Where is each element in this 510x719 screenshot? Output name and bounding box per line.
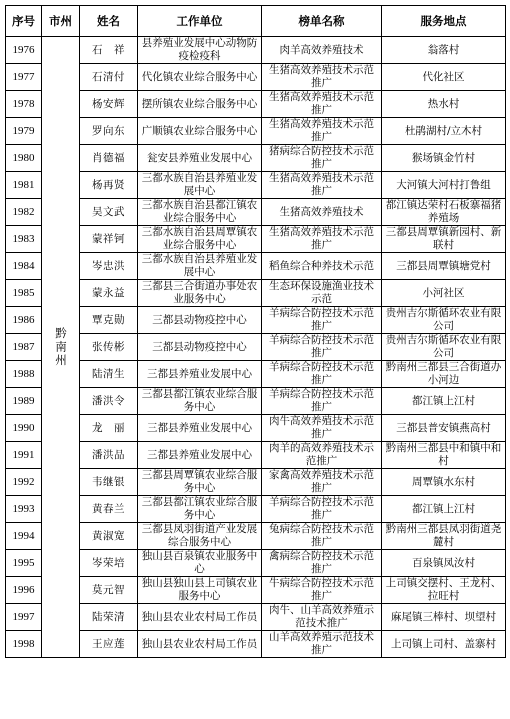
table-row: [6, 64, 506, 91]
cell-place: 贵州吉尔斯循环农业有限公司: [382, 307, 506, 334]
table-row: [6, 550, 506, 577]
table-row: [6, 442, 506, 469]
cell-place: 黔南州三都县凤羽街道尧麓村: [382, 523, 506, 550]
cell-place: 贵州吉尔斯循环农业有限公司: [382, 334, 506, 361]
cell-award: 禽病综合防控技术示范推广: [262, 550, 382, 577]
cell-name: 岑荣培: [80, 550, 138, 577]
cell-index: 1989: [6, 388, 42, 415]
cell-place: 都江镇达荣村石板寨福猪养殖场: [382, 199, 506, 226]
table-row: [6, 118, 506, 145]
cell-name: 张传彬: [80, 334, 138, 361]
table-row: [6, 388, 506, 415]
cell-name: 黄春兰: [80, 496, 138, 523]
cell-name: 杨安辉: [80, 91, 138, 118]
cell-place: 三都县普安镇燕高村: [382, 415, 506, 442]
cell-name: 陆清生: [80, 361, 138, 388]
cell-award: 羊病综合防控技术示范推广: [262, 307, 382, 334]
cell-place: 大河镇大河村打鲁组: [382, 172, 506, 199]
header-row: [6, 6, 506, 37]
cell-name: 莫元智: [80, 577, 138, 604]
cell-unit: 独山县农业农村局工作员: [138, 604, 262, 631]
cell-index: 1997: [6, 604, 42, 631]
table-row: [6, 37, 506, 64]
cell-index: 1976: [6, 37, 42, 64]
cell-index: 1985: [6, 280, 42, 307]
cell-name: 蒙永益: [80, 280, 138, 307]
cell-index: 1992: [6, 469, 42, 496]
header-city: 市州: [42, 6, 80, 37]
cell-unit: 代化镇农业综合服务中心: [138, 64, 262, 91]
cell-place: 百泉镇凤汝村: [382, 550, 506, 577]
table-row: [6, 199, 506, 226]
cell-award: 肉牛高效养殖技术示范推广: [262, 415, 382, 442]
cell-unit: 三都水族自治县养殖业发展中心: [138, 172, 262, 199]
cell-index: 1978: [6, 91, 42, 118]
cell-unit: 瓮安县养殖业发展中心: [138, 145, 262, 172]
header-award: 榜单名称: [262, 6, 382, 37]
cell-name: 黄淑宽: [80, 523, 138, 550]
header-unit: 工作单位: [138, 6, 262, 37]
cell-award: 生猪高效养殖技术: [262, 199, 382, 226]
cell-index: 1983: [6, 226, 42, 253]
cell-award: 生猪高效养殖技术示范推广: [262, 118, 382, 145]
cell-place: 麻尾镇三棒村、坝望村: [382, 604, 506, 631]
cell-unit: 县养殖业发展中心动物防疫检疫科: [138, 37, 262, 64]
table-row: [6, 253, 506, 280]
table-row: [6, 631, 506, 658]
cell-unit: 三都县养殖业发展中心: [138, 442, 262, 469]
cell-place: 三都县周覃镇新园村、新联村: [382, 226, 506, 253]
table-row: [6, 280, 506, 307]
talent-list-table: [5, 5, 506, 658]
cell-name: 吴文武: [80, 199, 138, 226]
table-row: [6, 145, 506, 172]
cell-unit: 三都县养殖业发展中心: [138, 361, 262, 388]
cell-unit: 独山县百泉镇农业服务中心: [138, 550, 262, 577]
cell-unit: 三都县凤羽街道产业发展综合服务中心: [138, 523, 262, 550]
cell-award: 猪病综合防控技术示范推广: [262, 145, 382, 172]
cell-unit: 广顺镇农业综合服务中心: [138, 118, 262, 145]
table-row: [6, 523, 506, 550]
cell-unit: 三都水族自治县都江镇农业综合服务中心: [138, 199, 262, 226]
cell-index: 1981: [6, 172, 42, 199]
cell-award: 牛病综合防控技术示范推广: [262, 577, 382, 604]
table-row: [6, 469, 506, 496]
cell-city: 黔南州: [42, 37, 80, 658]
cell-award: 生猪高效养殖技术示范推广: [262, 91, 382, 118]
cell-award: 生态环保设施渔业技术示范: [262, 280, 382, 307]
cell-place: 杜鹃湖村/立木村: [382, 118, 506, 145]
cell-name: 陆荣清: [80, 604, 138, 631]
table-row: [6, 91, 506, 118]
cell-index: 1980: [6, 145, 42, 172]
cell-name: 岑忠洪: [80, 253, 138, 280]
cell-index: 1986: [6, 307, 42, 334]
cell-index: 1995: [6, 550, 42, 577]
cell-award: 生猪高效养殖技术示范推广: [262, 172, 382, 199]
table-row: [6, 226, 506, 253]
cell-place: 上司镇上司村、盖寨村: [382, 631, 506, 658]
cell-name: 王应莲: [80, 631, 138, 658]
cell-index: 1996: [6, 577, 42, 604]
cell-place: 上司镇交摆村、王龙村、拉旺村: [382, 577, 506, 604]
cell-index: 1998: [6, 631, 42, 658]
cell-unit: 三都县都江镇农业综合服务中心: [138, 496, 262, 523]
cell-name: 杨再贤: [80, 172, 138, 199]
cell-place: 黔南州三都县三合街道办小河边: [382, 361, 506, 388]
cell-index: 1987: [6, 334, 42, 361]
cell-unit: 独山县独山县上司镇农业服务中心: [138, 577, 262, 604]
cell-name: 龙 丽: [80, 415, 138, 442]
cell-unit: 三都县动物疫控中心: [138, 334, 262, 361]
cell-index: 1991: [6, 442, 42, 469]
cell-name: 潘洪品: [80, 442, 138, 469]
cell-place: 都江镇上江村: [382, 496, 506, 523]
cell-award: 肉羊的高效养殖技术示范推广: [262, 442, 382, 469]
cell-unit: 独山县农业农村局工作员: [138, 631, 262, 658]
cell-index: 1990: [6, 415, 42, 442]
header-index: 序号: [6, 6, 42, 37]
cell-unit: 三都水族自治县周覃镇农业综合服务中心: [138, 226, 262, 253]
cell-award: 肉牛、山羊高效养殖示范技术推广: [262, 604, 382, 631]
cell-unit: 摆所镇农业综合服务中心: [138, 91, 262, 118]
header-name: 姓名: [80, 6, 138, 37]
cell-place: 翁落村: [382, 37, 506, 64]
cell-award: 羊病综合防控技术示范推广: [262, 388, 382, 415]
cell-award: 肉羊高效养殖技术: [262, 37, 382, 64]
table-row: [6, 604, 506, 631]
table-row: [6, 334, 506, 361]
table-row: [6, 496, 506, 523]
cell-index: 1993: [6, 496, 42, 523]
cell-name: 石清付: [80, 64, 138, 91]
cell-unit: 三都水族自治县养殖业发展中心: [138, 253, 262, 280]
cell-award: 羊病综合防控技术示范推广: [262, 496, 382, 523]
cell-place: 小河社区: [382, 280, 506, 307]
cell-index: 1977: [6, 64, 42, 91]
cell-award: 稻鱼综合种养技术示范: [262, 253, 382, 280]
cell-unit: 三都县动物疫控中心: [138, 307, 262, 334]
cell-place: 周覃镇水东村: [382, 469, 506, 496]
cell-index: 1988: [6, 361, 42, 388]
table-row: [6, 361, 506, 388]
table-row: [6, 172, 506, 199]
cell-unit: 三都县都江镇农业综合服务中心: [138, 388, 262, 415]
cell-name: 罗向东: [80, 118, 138, 145]
cell-name: 蒙祥钶: [80, 226, 138, 253]
cell-unit: 三都县周覃镇农业综合服务中心: [138, 469, 262, 496]
header-place: 服务地点: [382, 6, 506, 37]
cell-name: 潘洪令: [80, 388, 138, 415]
cell-name: 石 祥: [80, 37, 138, 64]
cell-award: 家禽高效养殖技术示范推广: [262, 469, 382, 496]
cell-place: 都江镇上江村: [382, 388, 506, 415]
table-row: [6, 307, 506, 334]
cell-award: 生猪高效养殖技术示范推广: [262, 226, 382, 253]
cell-award: 生猪高效养殖技术示范推广: [262, 64, 382, 91]
cell-award: 羊病综合防控技术示范推广: [262, 361, 382, 388]
cell-index: 1982: [6, 199, 42, 226]
cell-place: 三都县周覃镇塘党村: [382, 253, 506, 280]
cell-award: 羊病综合防控技术示范推广: [262, 334, 382, 361]
table-row: [6, 415, 506, 442]
cell-place: 猴场镇金竹村: [382, 145, 506, 172]
cell-award: 兔病综合防控技术示范推广: [262, 523, 382, 550]
cell-name: 韦继银: [80, 469, 138, 496]
cell-index: 1994: [6, 523, 42, 550]
cell-index: 1979: [6, 118, 42, 145]
cell-unit: 三都县养殖业发展中心: [138, 415, 262, 442]
cell-name: 肖德福: [80, 145, 138, 172]
table-row: [6, 577, 506, 604]
cell-place: 热水村: [382, 91, 506, 118]
cell-award: 山羊高效养殖示范技术推广: [262, 631, 382, 658]
cell-place: 黔南州三都县中和镇中和村: [382, 442, 506, 469]
cell-index: 1984: [6, 253, 42, 280]
cell-place: 代化社区: [382, 64, 506, 91]
cell-name: 覃克勋: [80, 307, 138, 334]
cell-unit: 三都县三合街道办事处农业服务中心: [138, 280, 262, 307]
